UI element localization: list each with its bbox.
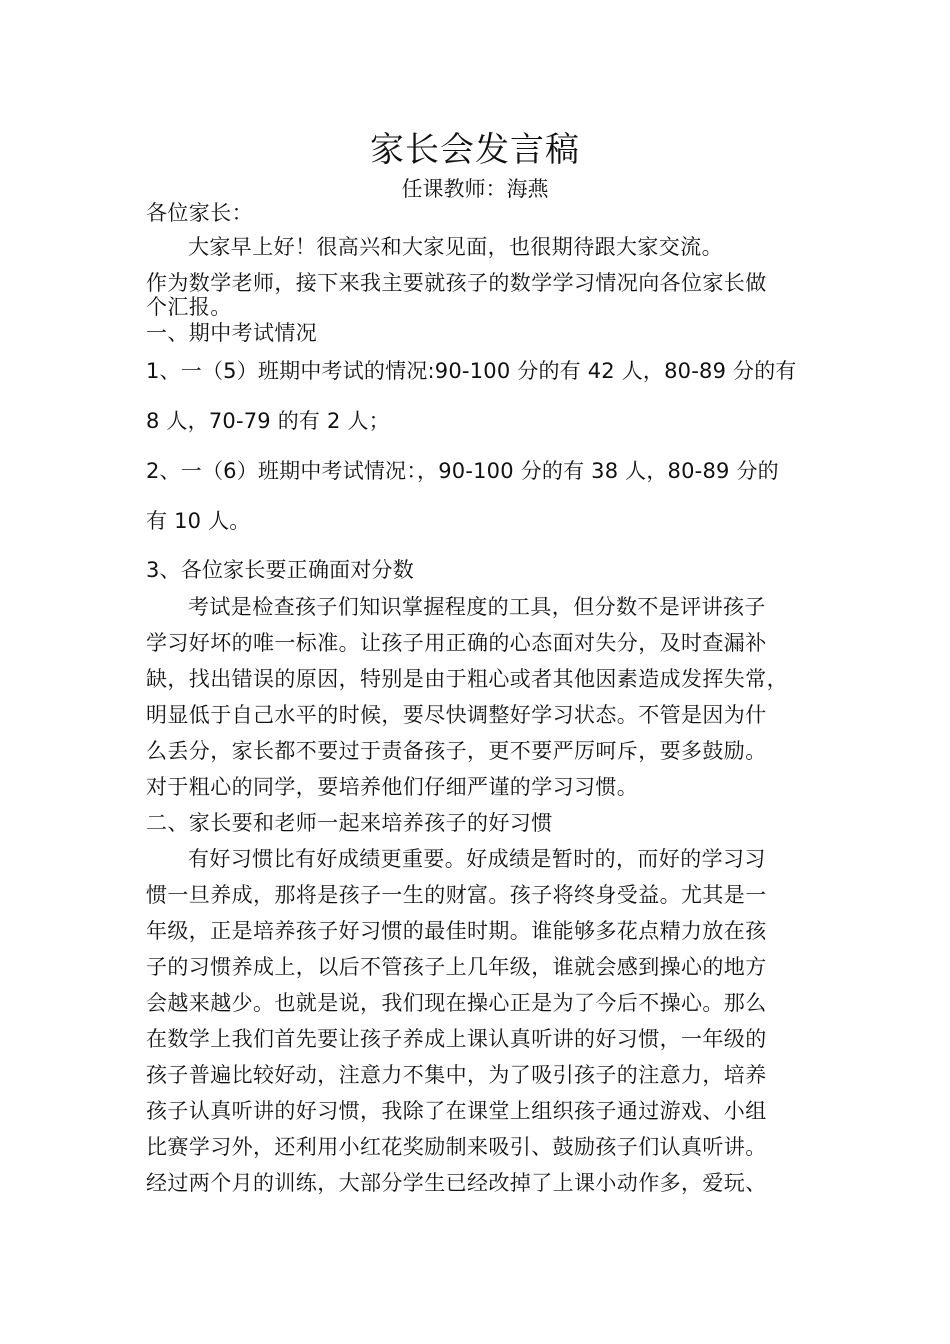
intro-line: 大家早上好！很高兴和大家见面，也很期待跟大家交流。 <box>188 235 723 259</box>
greeting: 各位家长： <box>146 201 253 225</box>
item1-line: 8 人，70-79 的有 2 人； <box>146 409 390 433</box>
section1-paragraph-line: 缺，找出错误的原因，特别是由于粗心或者其他因素造成发挥失常， <box>146 667 788 691</box>
section2-paragraph-line: 比赛学习外，还利用小红花奖励制来吸引、鼓励孩子们认真听讲。 <box>146 1135 767 1159</box>
section2-paragraph-line: 在数学上我们首先要让孩子养成上课认真听讲的好习惯，一年级的 <box>146 1027 767 1051</box>
section1-paragraph-line: 明显低于自己水平的时候，要尽快调整好学习状态。不管是因为什 <box>146 703 767 727</box>
intro-line: 作为数学老师，接下来我主要就孩子的数学学习情况向各位家长做 <box>146 271 767 295</box>
intro-line: 个汇报。 <box>146 295 232 319</box>
item1-line: 1、一（5）班期中考试的情况:90-100 分的有 42 人，80-89 分的有 <box>146 359 797 383</box>
section2-heading: 二、家长要和老师一起来培养孩子的好习惯 <box>146 811 553 835</box>
section1-paragraph-line: 么丢分，家长都不要过于责备孩子，更不要严厉呵斥，要多鼓励。 <box>146 739 767 763</box>
section1-paragraph-line: 对于粗心的同学，要培养他们仔细严谨的学习习惯。 <box>146 775 639 799</box>
section1-paragraph-line: 学习好坏的唯一标准。让孩子用正确的心态面对失分，及时查漏补 <box>146 631 767 655</box>
item2-line: 有 10 人。 <box>146 509 251 533</box>
item2-line: 2、一（6）班期中考试情况：，90-100 分的有 38 人，80-89 分的 <box>146 459 779 483</box>
section2-paragraph-line: 惯一旦养成，那将是孩子一生的财富。孩子将终身受益。尤其是一 <box>146 883 767 907</box>
section2-paragraph-line: 会越来越少。也就是说，我们现在操心正是为了今后不操心。那么 <box>146 991 767 1015</box>
item3-heading: 3、各位家长要正确面对分数 <box>146 558 414 582</box>
section2-paragraph-line: 孩子普遍比较好动，注意力不集中，为了吸引孩子的注意力，培养 <box>146 1063 767 1087</box>
section1-heading: 一、期中考试情况 <box>146 321 318 345</box>
document-author: 任课教师：海燕 <box>401 177 549 201</box>
section2-paragraph-line: 经过两个月的训练，大部分学生已经改掉了上课小动作多，爱玩、 <box>146 1171 767 1195</box>
section2-paragraph-line: 有好习惯比有好成绩更重要。好成绩是暂时的，而好的学习习 <box>188 847 766 871</box>
section2-paragraph-line: 年级，正是培养孩子好习惯的最佳时期。谁能够多花点精力放在孩 <box>146 919 767 943</box>
section2-paragraph-line: 孩子认真听讲的好习惯，我除了在课堂上组织孩子通过游戏、小组 <box>146 1099 767 1123</box>
section1-paragraph-line: 考试是检查孩子们知识掌握程度的工具，但分数不是评讲孩子 <box>188 595 766 619</box>
section2-paragraph-line: 子的习惯养成上，以后不管孩子上几年级，谁就会感到操心的地方 <box>146 955 767 979</box>
document-title: 家长会发言稿 <box>370 130 580 170</box>
